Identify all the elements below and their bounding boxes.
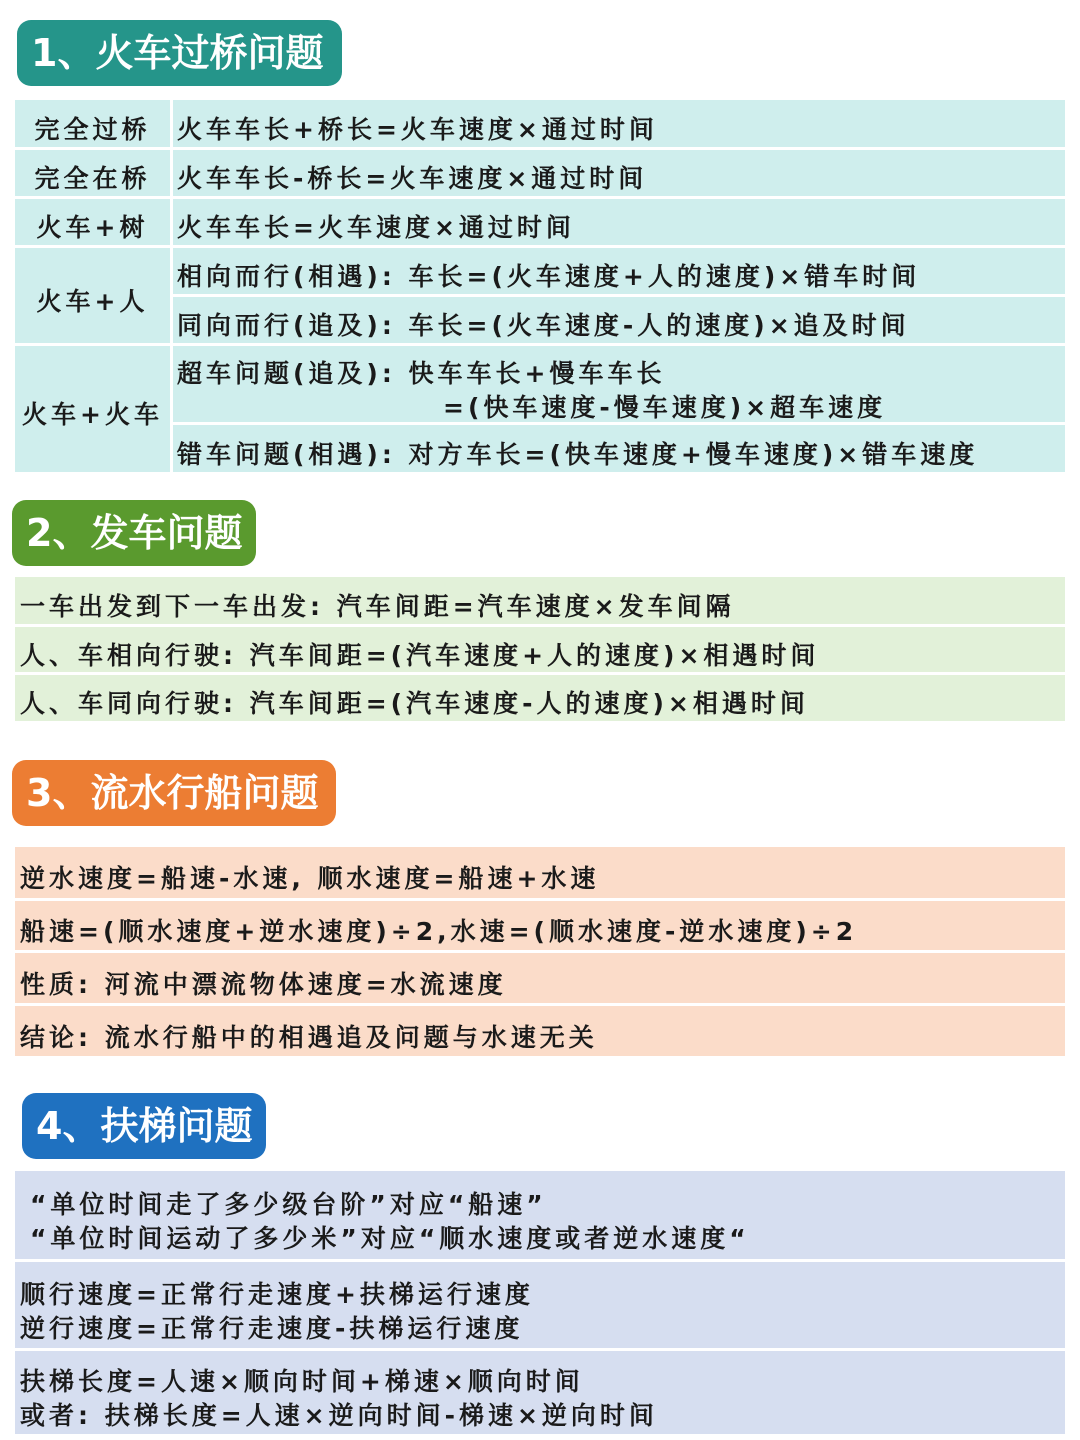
section2-title: 2、发车问题	[12, 500, 256, 566]
row-divider	[15, 950, 1065, 953]
row-divider	[15, 898, 1065, 901]
formula-text: 性质: 河流中漂流物体速度=水流速度	[20, 970, 507, 999]
section4-table	[15, 1171, 1065, 1434]
formula-text: “单位时间运动了多少米”对应“顺水速度或者逆水速度“	[30, 1224, 750, 1253]
row-divider	[15, 624, 1065, 627]
formula-text: 顺行速度=正常行走速度+扶梯运行速度	[20, 1280, 534, 1309]
row-divider	[15, 672, 1065, 675]
section1-title: 1、火车过桥问题	[17, 20, 342, 86]
row-label: 完全过桥	[34, 115, 151, 144]
row-label: 完全在桥	[34, 164, 151, 193]
formula-text: 火车车长=火车速度×通过时间	[177, 213, 575, 242]
section1-table	[15, 100, 1065, 472]
section3-table	[15, 847, 1065, 1056]
formula-text: 船速=(顺水速度+逆水速度)÷2,水速=(顺水速度-逆水速度)÷2	[20, 917, 858, 946]
row-divider	[173, 422, 1065, 425]
formula-text: 逆水速度=船速-水速, 顺水速度=船速+水速	[20, 864, 600, 893]
row-divider	[15, 1003, 1065, 1006]
row-label: 火车+人	[36, 287, 149, 316]
formula-text: 一车出发到下一车出发: 汽车间距=汽车速度×发车间隔	[20, 592, 735, 621]
formula-text: 人、车相向行驶: 汽车间距=(汽车速度+人的速度)×相遇时间	[20, 641, 820, 670]
formula-text: 扶梯长度=人速×顺向时间+梯速×顺向时间	[20, 1367, 584, 1396]
formula-text: 结论: 流水行船中的相遇追及问题与水速无关	[20, 1023, 598, 1052]
formula-text: 错车问题(相遇): 对方车长=(快车速度+慢车速度)×错车速度	[177, 440, 979, 469]
formula-text: 逆行速度=正常行走速度-扶梯运行速度	[20, 1314, 524, 1343]
formula-text: 火车车长+桥长=火车速度×通过时间	[177, 115, 658, 144]
row-label: 火车+树	[36, 213, 149, 242]
section4-title: 4、扶梯问题	[22, 1093, 266, 1159]
formula-text: =(快车速度-慢车速度)×超车速度	[443, 393, 887, 422]
section3-title: 3、流水行船问题	[12, 760, 336, 826]
formula-text: 或者: 扶梯长度=人速×逆向时间-梯速×逆向时间	[20, 1401, 658, 1430]
row-divider	[15, 1259, 1065, 1262]
row-divider	[173, 294, 1065, 297]
row-label: 火车+火车	[22, 400, 163, 429]
column-divider	[170, 100, 173, 472]
formula-text: 相向而行(相遇): 车长=(火车速度+人的速度)×错车时间	[177, 262, 921, 291]
row-divider	[15, 1348, 1065, 1351]
formula-text: 人、车同向行驶: 汽车间距=(汽车速度-人的速度)×相遇时间	[20, 689, 809, 718]
formula-text: 火车车长-桥长=火车速度×通过时间	[177, 164, 648, 193]
formula-text: 超车问题(追及): 快车车长+慢车车长	[177, 359, 666, 388]
formula-text: 同向而行(追及): 车长=(火车速度-人的速度)×追及时间	[177, 311, 910, 340]
formula-text: “单位时间走了多少级台阶”对应“船速”	[30, 1190, 547, 1219]
section2-table	[15, 577, 1065, 721]
